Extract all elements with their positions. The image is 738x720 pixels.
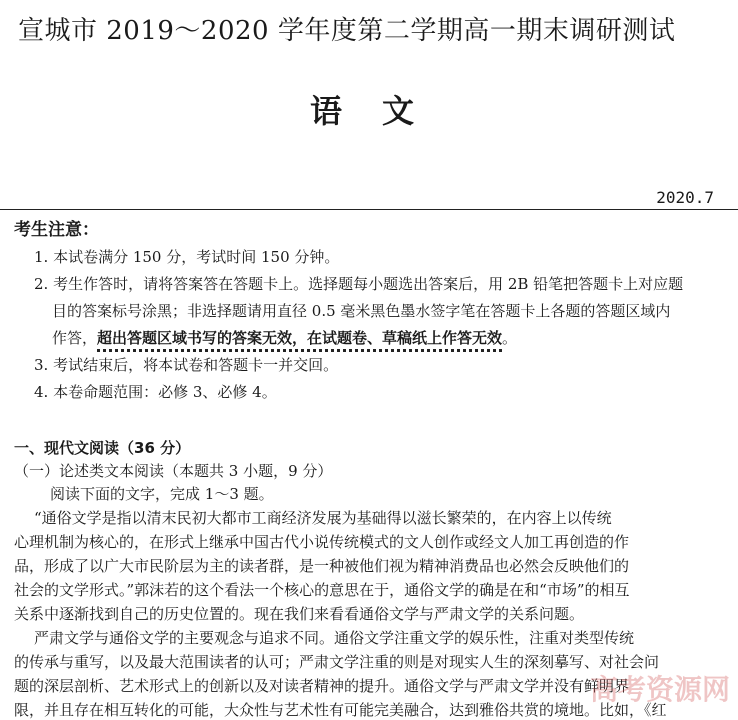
notice-heading: 考生注意：: [14, 220, 99, 240]
notice-item-1: 1. 本试卷满分 150 分，考试时间 150 分钟。: [34, 248, 340, 266]
notice-item-2-lead: 作答，: [52, 329, 98, 347]
passage-line: 严肃文学与通俗文学的主要观念与追求不同。通俗文学注重文学的娱乐性，注重对类型传统: [34, 629, 635, 647]
passage-line: 心理机制为核心的，在形式上继承中国古代小说传统模式的文人创作或经文人加工再创造的作: [14, 533, 630, 551]
passage-line: 关系中逐渐找到自己的历史位置的。现在我们来看看通俗文学与严肃文学的关系问题。: [14, 605, 585, 623]
subsection-heading: （一）论述类文本阅读（本题共 3 小题，9 分）: [14, 462, 333, 480]
notice-item-4: 4. 本卷命题范围：必修 3、必修 4。: [34, 383, 277, 401]
passage-line: 限，并且存在相互转化的可能，大众性与艺术性有可能完美融合，达到雅俗共赏的境地。比如，《红: [14, 701, 667, 719]
notice-item-2-end: 。: [502, 329, 518, 347]
passage-line: 的传承与重写，以及最大范围读者的认可；严肃文学注重的则是对现实人生的深刻摹写、对社会问: [14, 653, 660, 671]
header-divider: [0, 209, 738, 210]
passage-line: 题的深层剖析、艺术形式上的创新以及对读者精神的提升。通俗文学与严肃文学并没有鲜明界: [14, 677, 630, 695]
notice-item-2-line-2: 目的答案标号涂黑；非选择题请用直径 0.5 毫米黑色墨水签字笔在答题卡上各题的答题区域内: [52, 302, 671, 320]
exam-date: 2020.7: [656, 188, 714, 207]
notice-emphasis: 超出答题区域书写的答案无效，在试题卷、草稿纸上作答无效: [97, 329, 502, 352]
notice-item-3: 3. 考试结束后，将本试卷和答题卡一并交回。: [34, 356, 339, 374]
passage-line: “通俗文学是指以清末民初大都市工商经济发展为基础得以滋长繁荣的，在内容上以传统: [34, 509, 612, 527]
passage-line: 社会的文学形式。”郭沫若的这个看法一个核心的意思在于，通俗文学的确是在和“市场”的相互: [14, 581, 630, 599]
reading-instruction: 阅读下面的文字，完成 1～3 题。: [50, 485, 274, 503]
watermark: 高考资源网: [589, 673, 730, 706]
notice-item-2-line-3: [52, 327, 517, 348]
passage-line: 品，形成了以广大市民阶层为主的读者群，是一种被他们视为精神消费品也必然会反映他们的: [14, 557, 630, 575]
exam-title: 宣城市 2019～2020 学年度第二学期高一期末调研测试: [18, 16, 676, 46]
subject-title: 语文: [310, 92, 455, 130]
notice-item-2: 2. 考生作答时，请将答案答在答题卡上。选择题每小题选出答案后，用 2B 铅笔把答题卡上对应题: [34, 275, 684, 293]
section-heading: 一、现代文阅读（36 分）: [14, 439, 191, 457]
